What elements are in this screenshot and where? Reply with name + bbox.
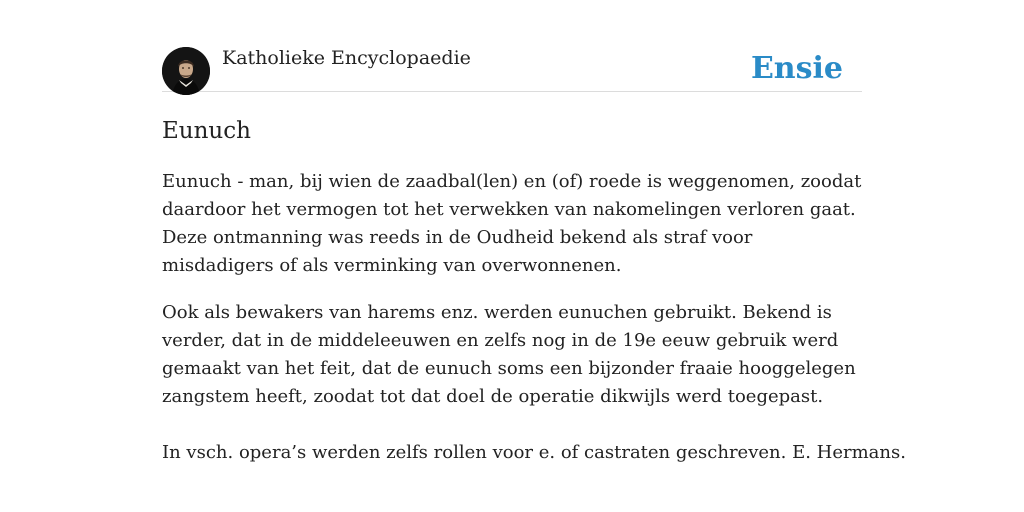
portrait-avatar-icon[interactable] — [162, 47, 210, 95]
article-paragraph-1: Eunuch - man, bij wien de zaadbal(len) en (of) roede is weggenomen, zoodat daardoor het vermogen tot het verwekken van nakomelingen verloren gaat. Deze ontmanning was reeds in de Oudheid bekend als straf voor misdadigers of als verminking van overwonnenen. — [162, 171, 862, 276]
article-title: Eunuch — [162, 118, 251, 144]
source-name[interactable]: Katholieke Encyclopaedie — [222, 47, 471, 69]
ensie-logo[interactable]: Ensie — [750, 51, 843, 86]
article-paragraph-2: Ook als bewakers van harems enz. werden eunuchen gebruikt. Bekend is verder, dat in de middeleeuwen en zelfs nog in de 19e eeuw gebruik werd gemaakt van het feit, dat de eunuch soms een bijzonder fraaie hooggelegen zangstem heeft, zoodat tot dat doel de operatie dikwijls werd toegepast. — [162, 302, 856, 407]
page-header — [162, 46, 862, 92]
article-paragraph-3: In vsch. opera’s werden zelfs rollen voor e. of castraten geschreven. E. Hermans. — [162, 442, 906, 463]
